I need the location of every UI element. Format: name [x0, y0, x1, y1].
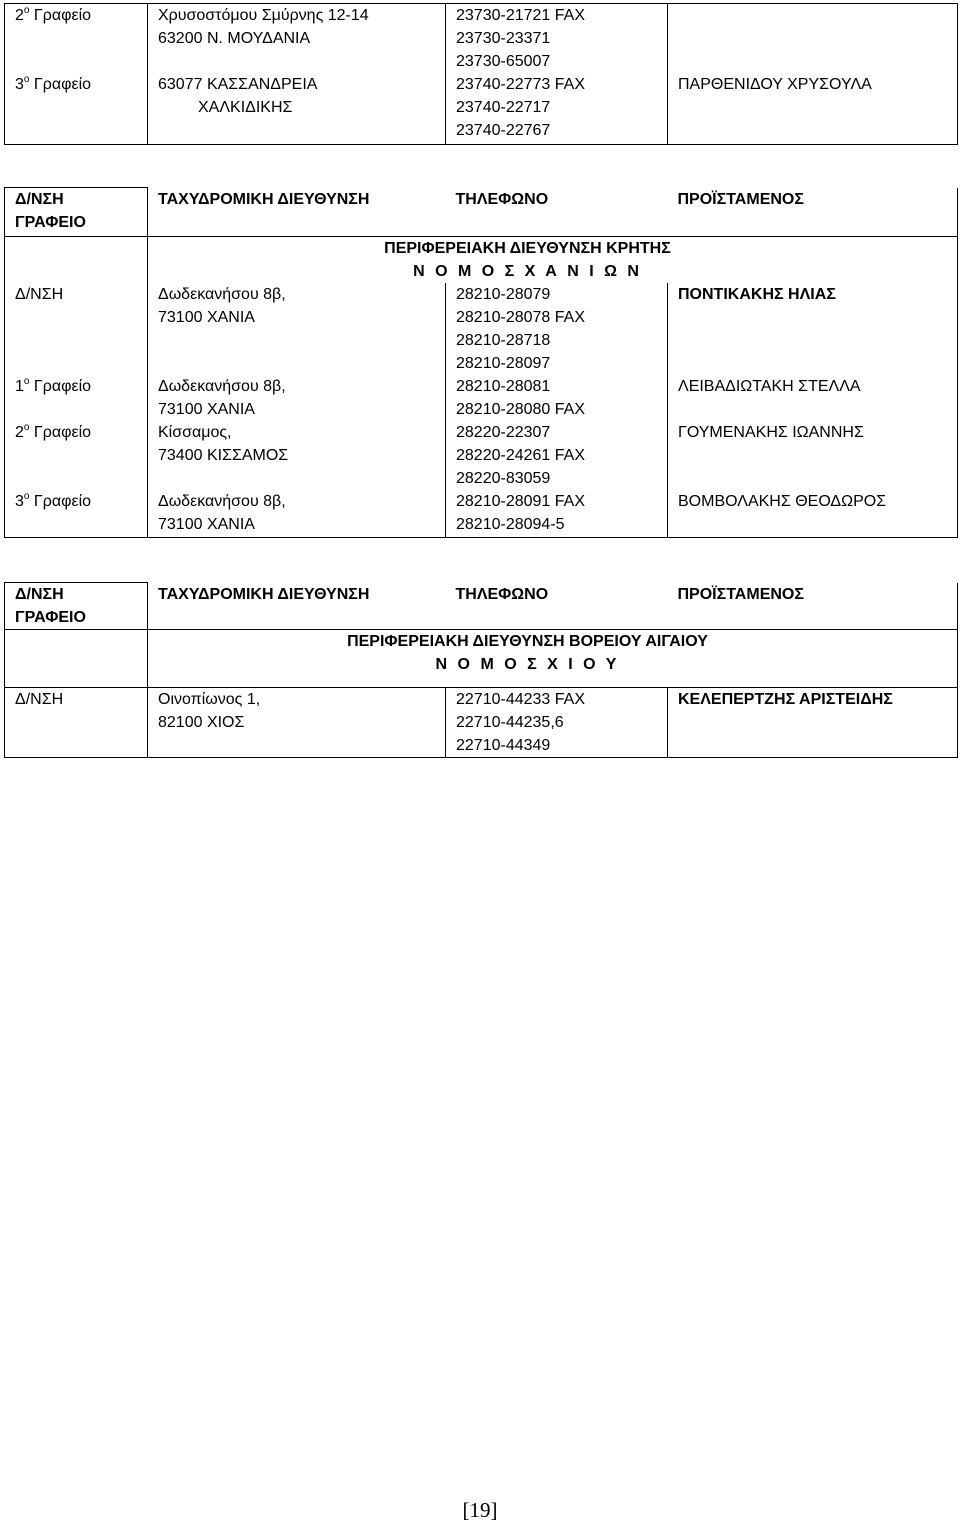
region-title: ΠΕΡΙΦΕΡΕΙΑΚΗ ΔΙΕΥΘΥΝΣΗ ΒΟΡΕΙΟΥ ΑΙΓΑΙΟΥ [347, 633, 708, 650]
phone-line: 22710-44349 [456, 737, 551, 754]
phone-line: 23730-21721 FAX [456, 7, 585, 24]
address-line: 73400 ΚΙΣΣΑΜΟΣ [158, 447, 289, 464]
region-title-cell [148, 630, 958, 688]
table-row [5, 375, 958, 421]
address-line: 73100 ΧΑΝΙΑ [158, 401, 255, 418]
phone-cell [446, 4, 668, 74]
address-line: 63200 Ν. ΜΟΥΔΑΝΙΑ [158, 30, 311, 47]
phone-line: 28210-28080 FAX [456, 401, 585, 418]
phone-line: 28210-28094-5 [456, 516, 565, 533]
header-label: ΓΡΑΦΕΙΟ [15, 609, 86, 626]
office-label: Γραφείο [33, 424, 92, 441]
phone-cell [446, 283, 668, 375]
ordinal-sup: ο [23, 422, 30, 433]
crete-table [4, 187, 958, 538]
head-cell [668, 421, 958, 490]
head-name: ΒΟΜΒΟΛΑΚΗΣ ΘΕΟΔΩΡΟΣ [678, 493, 887, 510]
phone-cell [446, 421, 668, 490]
phone-line: 22710-44235,6 [456, 714, 564, 731]
region-row [5, 630, 958, 688]
phone-cell [446, 73, 668, 144]
office-number: 2 [15, 424, 24, 441]
address-cell [148, 375, 446, 421]
office-cell [5, 4, 148, 74]
head-cell [668, 4, 958, 74]
unit-cell [5, 688, 148, 758]
head-cell [668, 375, 958, 421]
table-row [5, 688, 958, 758]
header-label: ΤΗΛΕΦΩΝΟ [455, 585, 549, 603]
address-cell [148, 73, 446, 144]
phone-line: 22710-44233 FAX [456, 691, 585, 708]
head-name: ΠΑΡΘΕΝΙΔΟΥ ΧΡΥΣΟΥΛΑ [678, 76, 872, 93]
head-cell [668, 73, 958, 144]
office-number: 2 [15, 7, 24, 24]
table-row [5, 4, 958, 74]
address-line: Δωδεκανήσου 8β, [158, 286, 286, 303]
header-label: ΠΡΟΪΣΤΑΜΕΝΟΣ [677, 585, 804, 603]
header-row [5, 583, 958, 630]
office-number: 3 [15, 76, 24, 93]
phone-line: 28210-28718 [456, 332, 551, 349]
address-line: 73100 ΧΑΝΙΑ [158, 516, 255, 533]
phone-line: 28220-83059 [456, 470, 551, 487]
header-unit-cell [5, 583, 148, 630]
phone-line: 23740-22767 [456, 122, 551, 139]
head-name: ΠΟΝΤΙΚΑΚΗΣ ΗΛΙΑΣ [678, 286, 836, 303]
header-label: ΓΡΑΦΕΙΟ [15, 214, 86, 231]
address-line: ΧΑΛΚΙΔΙΚΗΣ [198, 99, 293, 116]
phone-cell [446, 375, 668, 421]
header-address-cell [148, 583, 446, 630]
office-label: Γραφείο [33, 76, 92, 93]
head-cell [668, 490, 958, 537]
continuation-table [4, 3, 958, 145]
table-row [5, 283, 958, 375]
phone-line: 28220-22307 [456, 424, 551, 441]
header-label: ΤΑΧΥΔΡΟΜΙΚΗ ΔΙΕΥΘΥΝΣΗ [158, 190, 370, 208]
unit-label: Δ/ΝΣΗ [15, 691, 64, 708]
address-line: 73100 ΧΑΝΙΑ [158, 309, 255, 326]
office-cell [5, 421, 148, 490]
header-address-cell [148, 188, 446, 237]
phone-line: 23740-22717 [456, 99, 551, 116]
header-label: Δ/ΝΣΗ [15, 586, 64, 603]
office-label: Γραφείο [33, 378, 92, 395]
address-line: Χρυσοστόμου Σμύρνης 12-14 [158, 7, 369, 24]
header-label: Δ/ΝΣΗ [15, 191, 64, 208]
office-cell [5, 490, 148, 537]
aegean-table [4, 582, 958, 758]
address-line: Κίσσαμος, [158, 424, 232, 441]
office-number: 1 [15, 378, 24, 395]
header-label: ΤΗΛΕΦΩΝΟ [455, 190, 549, 208]
address-cell [148, 490, 446, 537]
head-name: ΛΕΙΒΑΔΙΩΤΑΚΗ ΣΤΕΛΛΑ [678, 378, 861, 395]
phone-line: 28210-28078 FAX [456, 309, 585, 326]
office-number: 3 [15, 493, 24, 510]
phone-cell [446, 490, 668, 537]
header-phone-cell [446, 188, 668, 237]
prefecture-title: Ν Ο Μ Ο Σ Χ Α Ν Ι Ω Ν [413, 263, 642, 280]
office-cell [5, 375, 148, 421]
unit-label: Δ/ΝΣΗ [15, 286, 64, 303]
prefecture-title: Ν Ο Μ Ο Σ Χ Ι Ο Υ [435, 656, 620, 673]
region-row [5, 237, 958, 284]
address-cell [148, 4, 446, 74]
phone-line: 28210-28081 [456, 378, 551, 395]
head-cell [668, 283, 958, 375]
table-row [5, 490, 958, 537]
table-row [5, 421, 958, 490]
address-cell [148, 283, 446, 375]
header-label: ΠΡΟΪΣΤΑΜΕΝΟΣ [677, 190, 804, 208]
office-cell [5, 73, 148, 144]
address-line: 82100 ΧΙΟΣ [158, 714, 245, 731]
address-line: 63077 ΚΑΣΣΑΝΔΡΕΙΑ [158, 76, 318, 93]
phone-cell [446, 688, 668, 758]
page-number: [19] [462, 1498, 498, 1522]
region-title: ΠΕΡΙΦΕΡΕΙΑΚΗ ΔΙΕΥΘΥΝΣΗ ΚΡΗΤΗΣ [384, 240, 671, 257]
address-line: Δωδεκανήσου 8β, [158, 493, 286, 510]
ordinal-sup: ο [23, 491, 30, 502]
address-line: Οινοπίωνος 1, [158, 691, 261, 708]
phone-line: 28220-24261 FAX [456, 447, 585, 464]
ordinal-sup: ο [23, 74, 30, 85]
phone-line: 28210-28097 [456, 355, 551, 372]
head-name: ΚΕΛΕΠΕΡΤΖΗΣ ΑΡΙΣΤΕΙΔΗΣ [678, 691, 893, 708]
head-name: ΓΟΥΜΕΝΑΚΗΣ ΙΩΑΝΝΗΣ [678, 424, 864, 441]
office-label: Γραφείο [33, 7, 92, 24]
header-head-cell [668, 583, 958, 630]
address-cell [148, 688, 446, 758]
office-label: Γραφείο [33, 493, 92, 510]
phone-line: 23730-23371 [456, 30, 551, 47]
header-head-cell [668, 188, 958, 237]
phone-line: 23730-65007 [456, 53, 551, 70]
header-unit-cell [5, 188, 148, 237]
header-row [5, 188, 958, 237]
region-spacer-cell [5, 630, 148, 688]
phone-line: 28210-28079 [456, 286, 551, 303]
address-cell [148, 421, 446, 490]
region-spacer-cell [5, 237, 148, 284]
head-cell [668, 688, 958, 758]
address-line: Δωδεκανήσου 8β, [158, 378, 286, 395]
ordinal-sup: ο [23, 376, 30, 387]
phone-line: 28210-28091 FAX [456, 493, 585, 510]
region-title-cell [148, 237, 958, 284]
table-row [5, 73, 958, 144]
ordinal-sup: ο [23, 5, 30, 16]
unit-cell [5, 283, 148, 375]
header-label: ΤΑΧΥΔΡΟΜΙΚΗ ΔΙΕΥΘΥΝΣΗ [158, 585, 370, 603]
phone-line: 23740-22773 FAX [456, 76, 585, 93]
header-phone-cell [446, 583, 668, 630]
